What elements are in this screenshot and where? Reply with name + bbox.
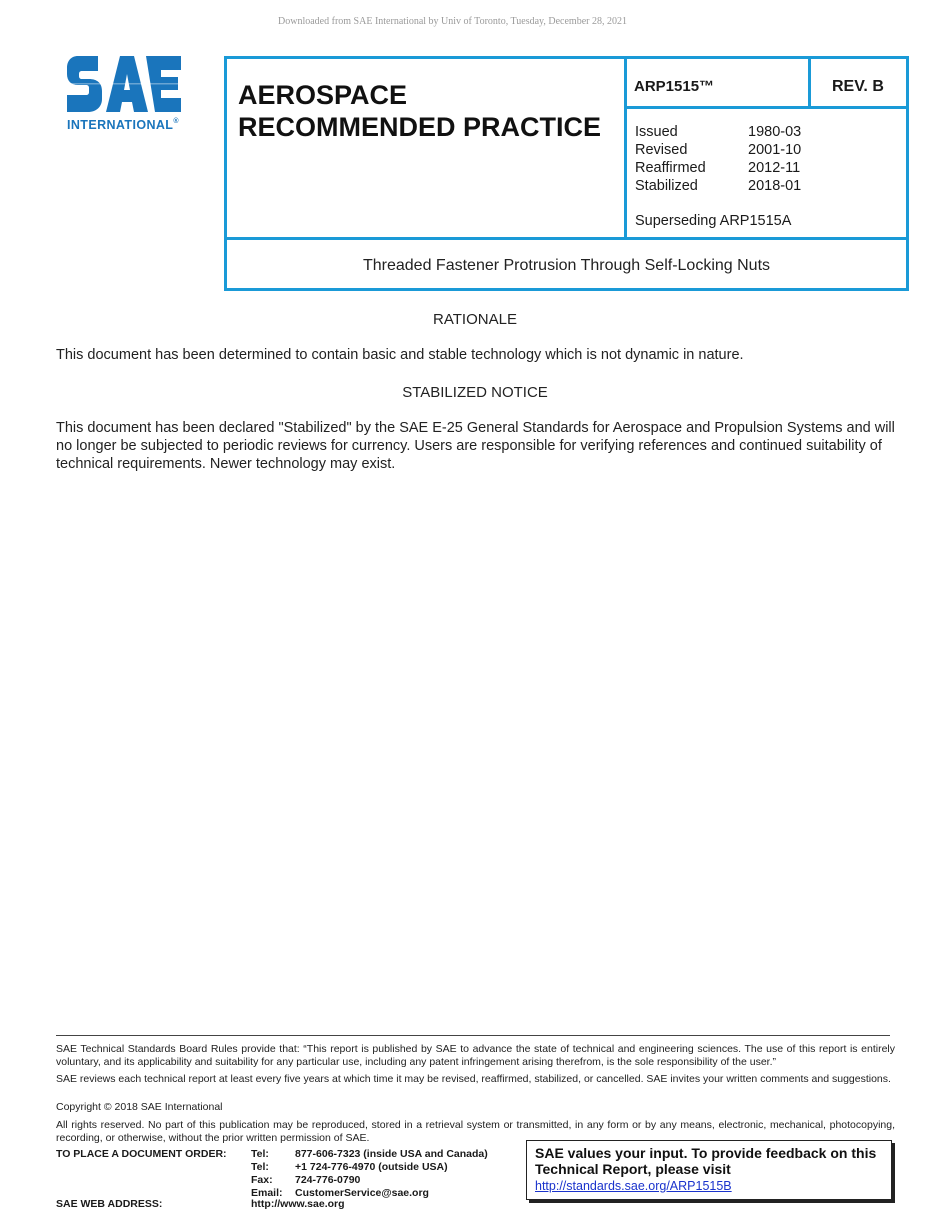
contact-email[interactable]: Email: CustomerService@sae.org [251,1187,429,1199]
date-row-stabilized: Stabilized 2018-01 [635,178,802,194]
stabilized-notice-heading: STABILIZED NOTICE [402,384,548,401]
sae-logo-subtitle: INTERNATIONAL® [67,118,179,132]
web-address-link[interactable]: http://www.sae.org [251,1198,345,1210]
revision-label: REV. B [832,78,884,95]
document-dates [635,123,895,195]
download-watermark: Downloaded from SAE International by Univ of Toronto, Tuesday, December 28, 2021 [278,16,627,27]
contact-tel-international: Tel: +1 724-776-4970 (outside USA) [251,1161,448,1173]
rights-reserved-text: All rights reserved. No part of this publication may be reproduced, stored in a retrieval system or transmitted, in any form or by any means, electronic, mechanical, photocopying, recording, or otherwise, without the prior written permission of SAE. [56,1119,895,1144]
rationale-heading: RATIONALE [433,311,517,328]
footer-divider [56,1035,890,1036]
document-subject: Threaded Fastener Protrusion Through Self-Locking Nuts [362,257,771,274]
document-type-title: AEROSPACE RECOMMENDED PRACTICE [238,80,602,142]
contact-fax: Fax: 724-776-0790 [251,1174,361,1186]
revision-cell [811,59,906,109]
contact-tel-domestic: Tel: 877-606-7323 (inside USA and Canada) [251,1148,488,1160]
subject-cell [227,237,906,288]
copyright-text: Copyright © 2018 SAE International [56,1101,223,1113]
order-label: TO PLACE A DOCUMENT ORDER: [56,1148,227,1160]
document-type-cell [227,59,627,237]
date-row-reaffirmed: Reaffirmed 2012-11 [635,160,801,176]
feedback-box [526,1140,892,1200]
document-number: ARP1515™ [634,78,715,95]
document-number-cell [627,59,811,109]
review-policy-text: SAE reviews each technical report at least every five years at which time it may be revised, reaffirmed, stabilized, or cancelled. SAE invites your written comments and suggestions. [56,1073,891,1085]
sae-logo-mark [66,54,182,114]
sae-logo [66,54,190,134]
document-header-box [224,56,909,291]
stabilized-notice-text: This document has been declared "Stabilized" by the SAE E-25 General Standards for Aerospace and Propulsion Systems and will no longer be subjected to periodic reviews for currency. Users are responsible for verifying references and continued suitability of technical requirements. Newer technology may exist. [56,420,895,472]
date-row-issued: Issued 1980-03 [635,124,802,140]
superseding-note: Superseding ARP1515A [635,213,792,229]
date-row-revised: Revised 2001-10 [635,142,802,158]
feedback-text: SAE values your input. To provide feedback on this Technical Report, please visit [535,1145,877,1177]
board-rules-text: SAE Technical Standards Board Rules provide that: “This report is published by SAE to advance the state of technical and engineering sciences. The use of this report is entirely voluntary, and its applicability and suitability for any particular use, including any patent infringement arising therefrom, is the sole responsibility of the user.” [56,1043,895,1068]
rationale-text: This document has been determined to contain basic and stable technology which is not dynamic in nature. [56,347,744,363]
web-address-label: SAE WEB ADDRESS: [56,1198,163,1210]
feedback-link[interactable]: http://standards.sae.org/ARP1515B [535,1179,732,1193]
